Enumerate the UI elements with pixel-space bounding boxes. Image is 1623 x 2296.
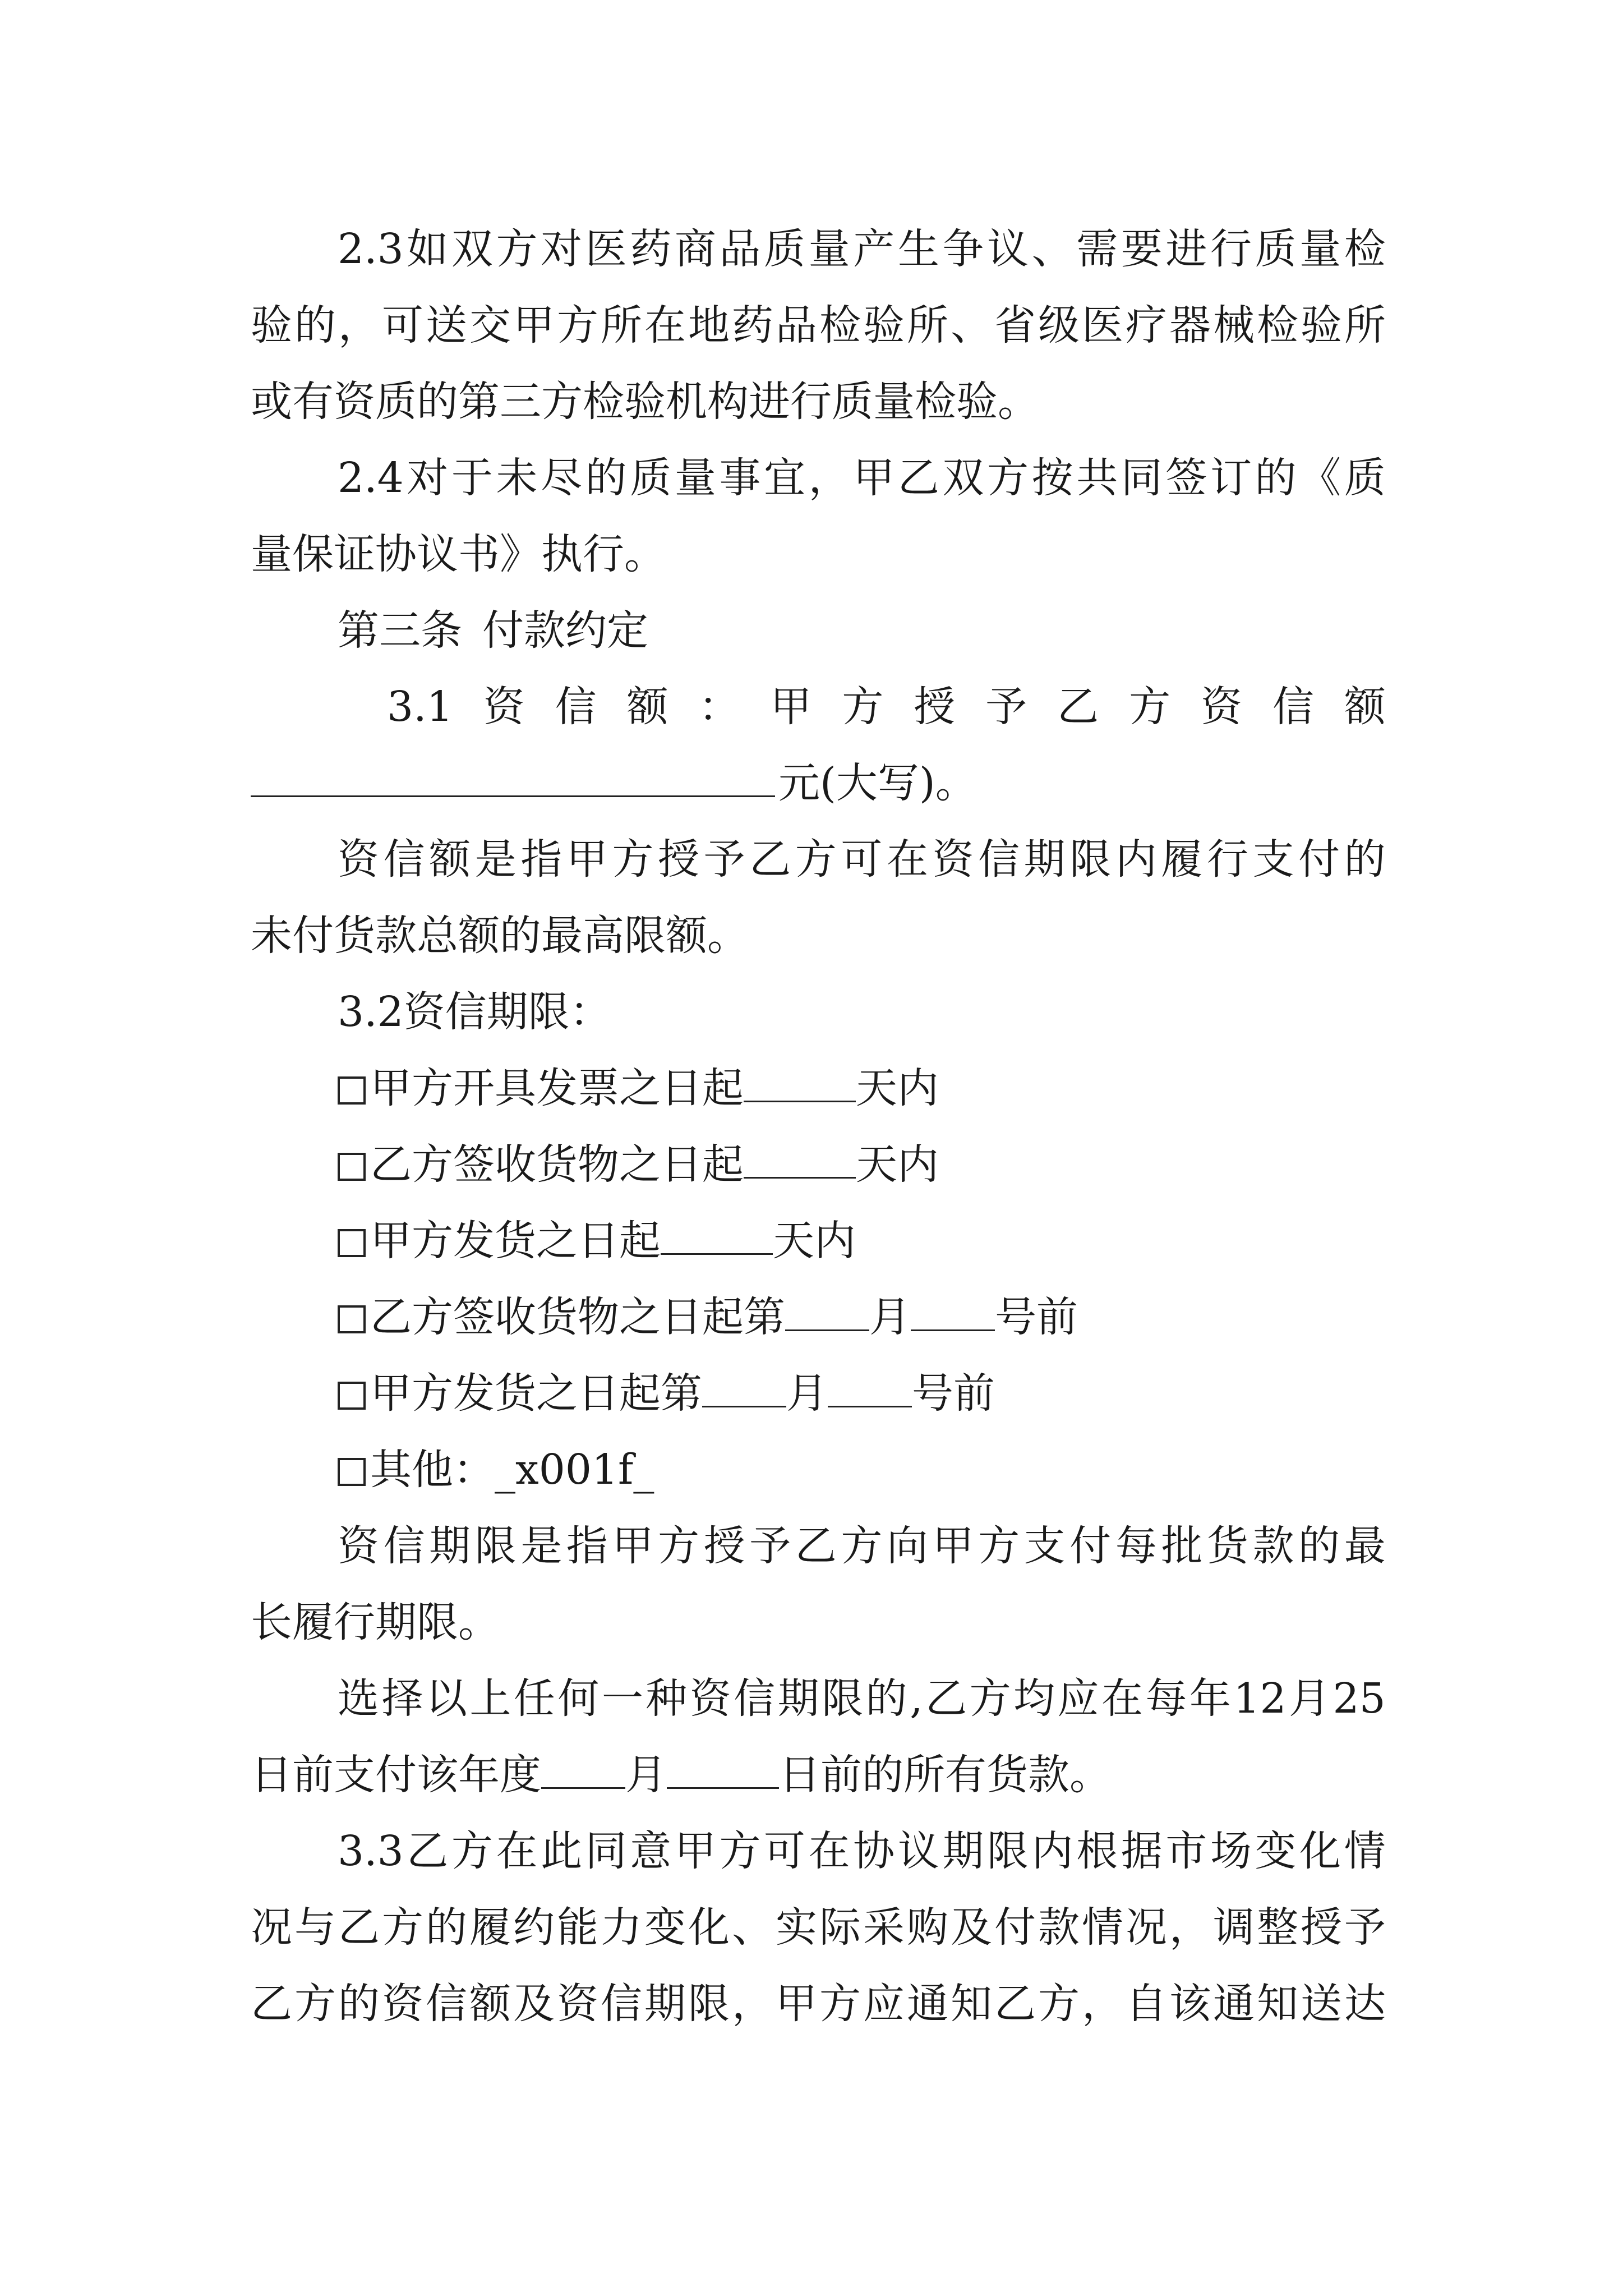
char: 每 <box>1115 1522 1157 1570</box>
char: 的 <box>294 301 336 349</box>
char: 签 <box>1165 454 1207 502</box>
char: 3.3 <box>338 1827 404 1875</box>
char: ， <box>732 1980 773 2028</box>
char: 市 <box>1165 1827 1207 1875</box>
char: 乙 <box>925 1674 967 1723</box>
char: 实 <box>776 1903 817 1952</box>
char: 授 <box>703 1522 745 1570</box>
char: 对 <box>541 225 583 273</box>
char: ： <box>698 683 740 731</box>
char: 争 <box>942 225 984 273</box>
char: 对 <box>407 454 449 502</box>
char: 整 <box>1257 1903 1298 1952</box>
char: 能 <box>557 1903 598 1952</box>
char: 指 <box>520 835 562 884</box>
char: 验 <box>251 301 292 349</box>
checkbox[interactable] <box>338 1153 366 1181</box>
char: 级 <box>1038 301 1080 349</box>
char: 据 <box>1121 1827 1163 1875</box>
paragraph-line <box>338 1823 1386 1879</box>
char: 同 <box>1121 454 1163 502</box>
char: 资 <box>338 835 379 884</box>
char: 一 <box>601 1674 643 1723</box>
char: 检 <box>819 301 861 349</box>
char: 予 <box>749 1522 791 1570</box>
days-blank[interactable] <box>661 1218 773 1255</box>
char: 、 <box>1031 225 1073 273</box>
char: 选 <box>338 1674 379 1723</box>
char: 支 <box>1023 1522 1066 1570</box>
char: 资 <box>382 1980 423 2028</box>
char: 药 <box>630 225 672 273</box>
char: 2.3 <box>338 225 404 273</box>
char: 限 <box>688 1980 730 2028</box>
char: , <box>910 1674 923 1723</box>
paragraph-line: 元(大写)。 <box>251 755 977 811</box>
char: 生 <box>897 225 939 273</box>
char: 情 <box>1344 1827 1386 1875</box>
char: 药 <box>732 301 773 349</box>
char: 3.1 <box>387 683 453 731</box>
char: 方 <box>658 1522 700 1570</box>
char: ， <box>808 454 850 502</box>
char: 进 <box>1165 225 1207 273</box>
char: 及 <box>951 1903 992 1952</box>
char: 如 <box>407 225 449 273</box>
char: 于 <box>451 454 493 502</box>
char: 量 <box>674 454 716 502</box>
paragraph-line <box>251 297 1386 353</box>
section-heading <box>338 602 648 659</box>
char: 需 <box>1076 225 1118 273</box>
checkbox-option: 甲方开具发票之日起 天内 <box>338 1060 939 1116</box>
char: 乙 <box>1057 683 1099 731</box>
char: 知 <box>1257 1980 1298 2028</box>
char: 2.4 <box>338 454 404 502</box>
checkbox[interactable] <box>338 1458 366 1486</box>
char: 品 <box>776 301 817 349</box>
char: 月 <box>1289 1674 1331 1723</box>
char: 自 <box>1126 1980 1167 2028</box>
char: 化 <box>688 1903 730 1952</box>
paragraph-line: 量保证协议书》执行。 <box>251 530 666 578</box>
char: 履 <box>1161 835 1203 884</box>
char: 额 <box>429 835 471 884</box>
char: 检 <box>1344 225 1386 273</box>
char: 方 <box>451 1827 493 1875</box>
char: 在 <box>1101 1674 1143 1723</box>
char: 任 <box>513 1674 555 1723</box>
char: 款 <box>1038 1903 1080 1952</box>
char: 、 <box>732 1903 773 1952</box>
char: 化 <box>1299 1827 1341 1875</box>
char: 《 <box>1299 454 1341 502</box>
char: 信 <box>383 835 425 884</box>
char: 应 <box>1057 1674 1099 1723</box>
char: 是 <box>474 835 517 884</box>
char: ， <box>338 301 380 349</box>
char: 的 <box>426 1903 467 1952</box>
char: 方 <box>382 1903 423 1952</box>
char: 信 <box>734 1674 776 1723</box>
char: 地 <box>688 301 730 349</box>
char: 质 <box>1344 454 1386 502</box>
char: 要 <box>1121 225 1163 273</box>
char: 约 <box>513 1903 555 1952</box>
char: 授 <box>658 835 700 884</box>
char: 际 <box>819 1903 861 1952</box>
char: 年 <box>1189 1674 1231 1723</box>
char: 的 <box>1255 454 1297 502</box>
paragraph-line <box>251 1976 1386 2032</box>
char: 期 <box>429 1522 471 1570</box>
char: 最 <box>1344 1522 1386 1570</box>
char: 产 <box>853 225 895 273</box>
char: 予 <box>703 835 745 884</box>
char: 可 <box>841 835 883 884</box>
char: 甲 <box>853 454 895 502</box>
char: 可 <box>764 1827 806 1875</box>
char: 通 <box>1213 1980 1255 2028</box>
char: 及 <box>513 1980 555 2028</box>
char: 资 <box>338 1522 379 1570</box>
char: 力 <box>601 1903 642 1952</box>
char: 同 <box>585 1827 627 1875</box>
char: 根 <box>1076 1827 1118 1875</box>
char: 信 <box>601 1980 642 2028</box>
char: 的 <box>338 1980 380 2028</box>
char: 交 <box>469 301 511 349</box>
char: 质 <box>630 454 672 502</box>
char: 采 <box>863 1903 905 1952</box>
char: 双 <box>942 454 984 502</box>
char: ， <box>1082 1980 1123 2028</box>
char: 支 <box>1252 835 1294 884</box>
char: 的 <box>865 1674 907 1723</box>
char: 订 <box>1210 454 1252 502</box>
char: 检 <box>1257 301 1298 349</box>
char: ， <box>1169 1903 1211 1952</box>
paragraph-line <box>251 1899 1386 1955</box>
char: 与 <box>294 1903 336 1952</box>
paragraph-line <box>338 450 1386 506</box>
char: 信 <box>426 1980 467 2028</box>
char: 乙 <box>251 1980 292 2028</box>
char: 额 <box>469 1980 511 2028</box>
char: 每 <box>1145 1674 1187 1723</box>
days-blank[interactable] <box>744 1066 856 1102</box>
day-blank[interactable] <box>667 1752 779 1789</box>
char: 应 <box>863 1980 905 2028</box>
char: 协 <box>853 1827 895 1875</box>
char: 送 <box>426 301 467 349</box>
char: 甲 <box>932 1522 974 1570</box>
char: 向 <box>886 1522 928 1570</box>
char: 方 <box>294 1980 336 2028</box>
char: 在 <box>644 301 686 349</box>
char: 批 <box>1161 1522 1203 1570</box>
char: 在 <box>886 835 928 884</box>
char: 信 <box>555 683 597 731</box>
char: 质 <box>764 225 806 273</box>
char: 种 <box>645 1674 688 1723</box>
char: 付 <box>1069 1522 1112 1570</box>
char: 额 <box>626 683 668 731</box>
char: 行 <box>1210 225 1252 273</box>
char: 资 <box>689 1674 731 1723</box>
char: 乙 <box>749 835 791 884</box>
char: 资 <box>483 683 525 731</box>
char: 品 <box>719 225 761 273</box>
char: 商 <box>674 225 716 273</box>
section-title: 付款约定 <box>482 606 648 655</box>
month-blank[interactable] <box>785 1295 869 1331</box>
char: 调 <box>1213 1903 1255 1952</box>
char: 行 <box>1206 835 1248 884</box>
char: 双 <box>451 225 493 273</box>
char: 所 <box>601 301 642 349</box>
checkbox[interactable] <box>338 1382 366 1410</box>
char: 甲 <box>674 1827 716 1875</box>
char: 付 <box>1298 835 1340 884</box>
char: 议 <box>897 1827 939 1875</box>
char: 乙 <box>994 1980 1036 2028</box>
char: 按 <box>1031 454 1073 502</box>
day-blank[interactable] <box>828 1371 912 1407</box>
char: 知 <box>951 1980 992 2028</box>
checkbox-option: 乙方签收货物之日起第 月 号前 <box>338 1289 1078 1345</box>
char: 事 <box>719 454 761 502</box>
char: 共 <box>1076 454 1118 502</box>
char: 内 <box>1031 1827 1073 1875</box>
char: 送 <box>1301 1980 1342 2028</box>
paragraph-line: 未付货款总额的最高限额。 <box>251 912 749 960</box>
char: 可 <box>382 301 423 349</box>
char: 此 <box>541 1827 583 1875</box>
char: 内 <box>1115 835 1157 884</box>
char: 是 <box>520 1522 562 1570</box>
section-number: 第三条 <box>338 606 462 655</box>
char: 方 <box>557 301 598 349</box>
checkbox[interactable] <box>338 1076 366 1105</box>
char: 方 <box>1129 683 1171 731</box>
char: 何 <box>557 1674 600 1723</box>
checkbox-option: 甲方发货之日起 天内 <box>338 1213 856 1269</box>
char: 况 <box>251 1903 292 1952</box>
char: 方 <box>496 225 538 273</box>
char: 甲 <box>770 683 812 731</box>
char: 量 <box>808 225 850 273</box>
paragraph-line: 日前支付该年度 月 日前的所有货款。 <box>251 1751 1111 1799</box>
char: 方 <box>978 1522 1020 1570</box>
month-blank[interactable] <box>541 1752 625 1789</box>
char: 方 <box>795 835 837 884</box>
char: 在 <box>496 1827 538 1875</box>
char: 该 <box>1169 1980 1211 2028</box>
char: 、 <box>951 301 992 349</box>
char: 省 <box>994 301 1036 349</box>
char: 限 <box>987 1827 1029 1875</box>
paragraph-line: 或有资质的第三方检验机构进行质量检验。 <box>251 378 1039 426</box>
char: 方 <box>969 1674 1011 1723</box>
paragraph-line: 长履行期限。 <box>251 1598 500 1646</box>
char: 的 <box>1298 1522 1340 1570</box>
paragraph-line <box>338 1518 1386 1574</box>
char: 的 <box>585 454 627 502</box>
char: 宜 <box>764 454 806 502</box>
char: 尽 <box>541 454 583 502</box>
char: 量 <box>1299 225 1341 273</box>
char: 的 <box>1344 835 1386 884</box>
char: 议 <box>987 225 1029 273</box>
char: 均 <box>1013 1674 1055 1723</box>
char: 医 <box>1082 301 1123 349</box>
char: 况 <box>1126 1903 1167 1952</box>
checkbox-option: 其他：_x001f_ <box>338 1442 654 1498</box>
char: 通 <box>907 1980 948 2028</box>
paragraph-line <box>338 831 1386 887</box>
char: 以 <box>425 1674 467 1723</box>
paragraph-line: 3.2资信期限： <box>338 988 611 1036</box>
char: 期 <box>942 1827 984 1875</box>
char: 疗 <box>1126 301 1167 349</box>
paragraph-line <box>338 221 1386 277</box>
char: 乙 <box>407 1827 449 1875</box>
char: 未 <box>496 454 538 502</box>
char: 限 <box>1069 835 1112 884</box>
char: 予 <box>1344 1903 1386 1952</box>
char: 所 <box>907 301 948 349</box>
char: 货 <box>1206 1522 1248 1570</box>
char: 12 <box>1233 1674 1287 1723</box>
char: 购 <box>907 1903 948 1952</box>
char: 甲 <box>513 301 555 349</box>
char: 信 <box>1272 683 1314 731</box>
char: 在 <box>808 1827 850 1875</box>
char: 指 <box>566 1522 608 1570</box>
char: 变 <box>644 1903 686 1952</box>
char: 资 <box>932 835 974 884</box>
char: 场 <box>1210 1827 1252 1875</box>
checkbox-option: 甲方发货之日起第 月 号前 <box>338 1365 995 1421</box>
char: 验 <box>1301 301 1342 349</box>
char: 信 <box>978 835 1020 884</box>
char: 甲 <box>612 1522 654 1570</box>
char: 乙 <box>795 1522 837 1570</box>
char: 验 <box>863 301 905 349</box>
char: 期 <box>777 1674 819 1723</box>
char: 予 <box>985 683 1027 731</box>
char: 25 <box>1332 1674 1386 1723</box>
char: 上 <box>469 1674 511 1723</box>
char: 变 <box>1255 1827 1297 1875</box>
char: 械 <box>1213 301 1255 349</box>
char: 质 <box>1255 225 1297 273</box>
char: 额 <box>1344 683 1386 731</box>
char: 甲 <box>566 835 608 884</box>
char: 方 <box>842 683 884 731</box>
char: 所 <box>1344 301 1386 349</box>
checkbox[interactable] <box>338 1305 366 1333</box>
month-blank[interactable] <box>702 1371 786 1407</box>
char: 乙 <box>338 1903 380 1952</box>
char: 期 <box>644 1980 686 2028</box>
char: 资 <box>557 1980 598 2028</box>
char: 方 <box>612 835 654 884</box>
checkbox[interactable] <box>338 1229 366 1257</box>
char: 乙 <box>897 454 939 502</box>
char: 方 <box>719 1827 761 1875</box>
char: 信 <box>383 1522 425 1570</box>
char: 器 <box>1169 301 1211 349</box>
other-value: _x001f_ <box>495 1446 654 1494</box>
checkbox-option: 乙方签收货物之日起 天内 <box>338 1137 939 1193</box>
char: 意 <box>630 1827 672 1875</box>
credit-amount-blank[interactable] <box>251 761 775 797</box>
char: 授 <box>1301 1903 1342 1952</box>
char: 方 <box>841 1522 883 1570</box>
days-blank[interactable] <box>744 1142 856 1179</box>
paragraph-line <box>338 1671 1386 1727</box>
char: 甲 <box>776 1980 817 2028</box>
char: 资 <box>1201 683 1242 731</box>
char: 期 <box>1023 835 1066 884</box>
day-blank[interactable] <box>911 1295 995 1331</box>
char: 医 <box>585 225 627 273</box>
char: 限 <box>474 1522 517 1570</box>
char: 限 <box>822 1674 864 1723</box>
char: 达 <box>1344 1980 1386 2028</box>
char: 款 <box>1252 1522 1294 1570</box>
char: 付 <box>994 1903 1036 1952</box>
char: 情 <box>1082 1903 1123 1952</box>
paragraph-line <box>387 679 1386 735</box>
char: 授 <box>914 683 956 731</box>
char: 择 <box>381 1674 423 1723</box>
char: 方 <box>819 1980 861 2028</box>
char: 方 <box>987 454 1029 502</box>
char: 方 <box>1038 1980 1080 2028</box>
char: 履 <box>469 1903 511 1952</box>
